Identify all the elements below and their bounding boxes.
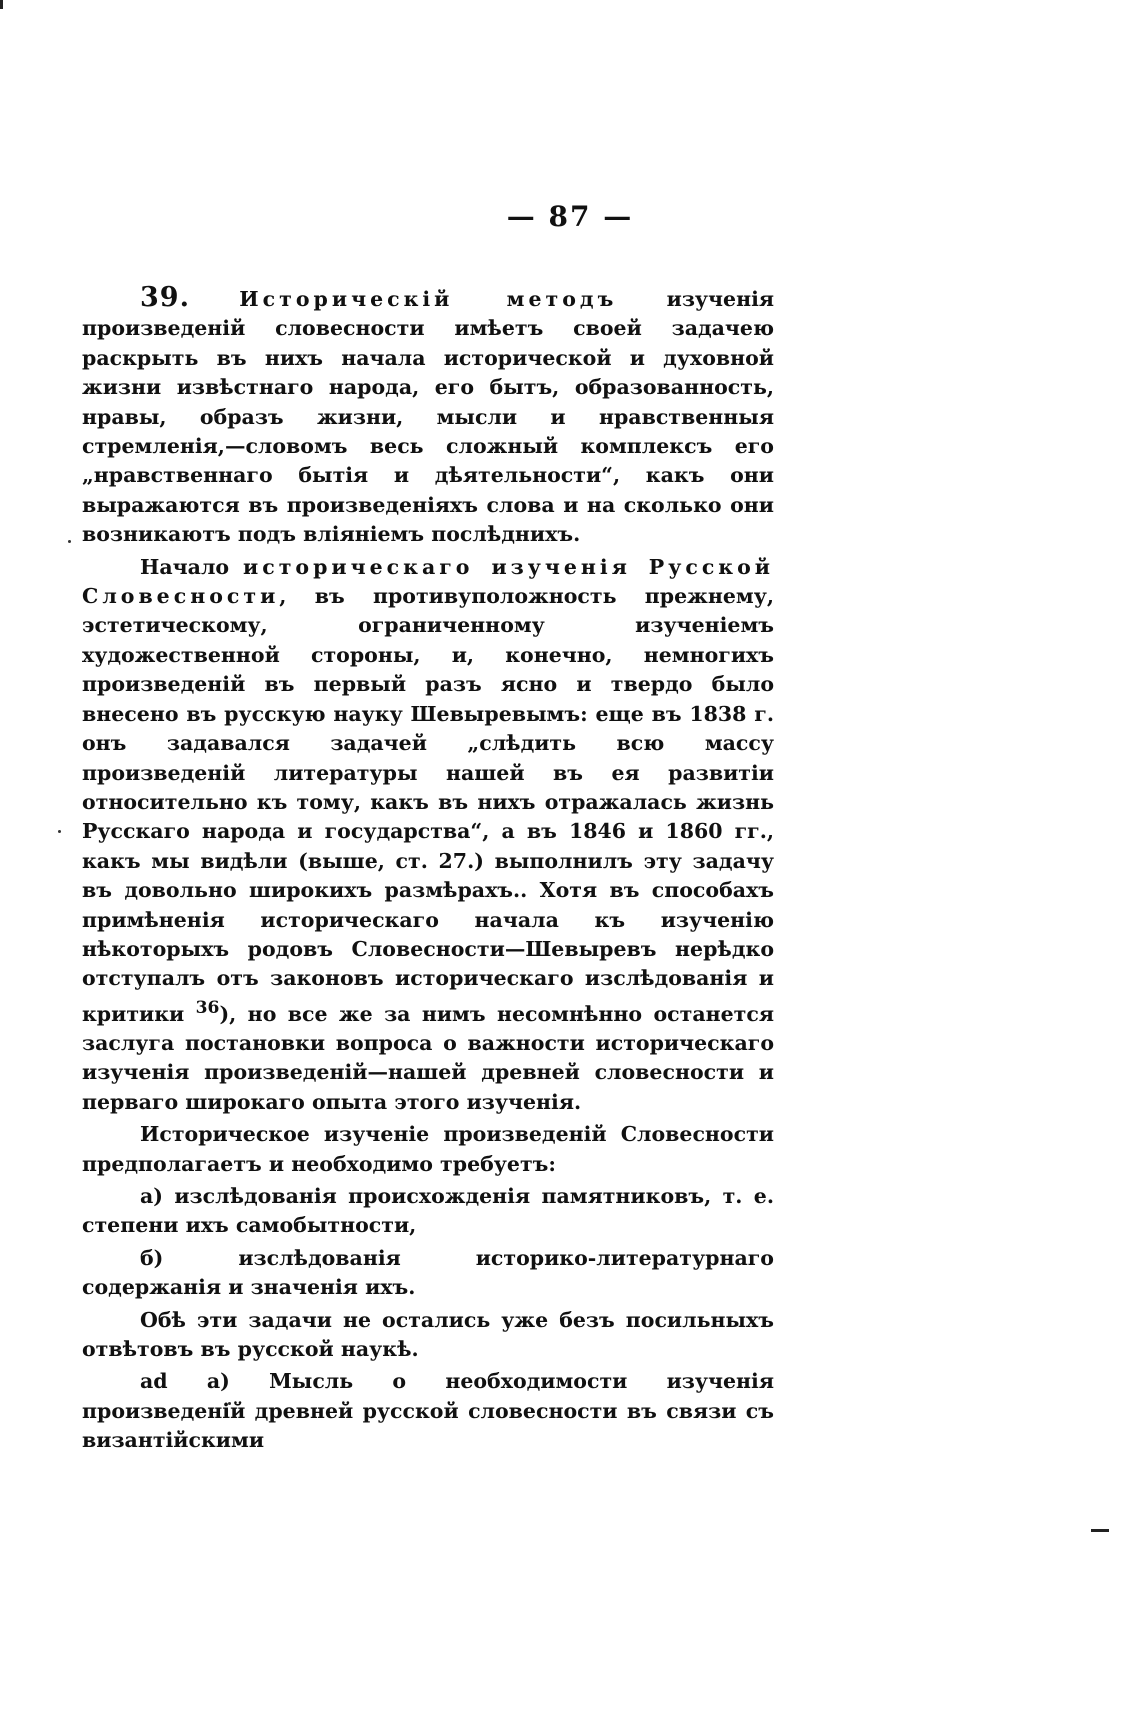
section-term: Историческій методъ: [239, 287, 618, 311]
scan-mark: [0, 0, 3, 9]
paragraph-requirements: Историческое изученіе произведеній Словесности предполагаетъ и необходимо требуетъ:: [82, 1122, 774, 1176]
scan-mark: [1091, 1529, 1109, 1532]
emphasized-text: историческаго изученія Русской Словесности: [82, 554, 774, 609]
scan-speck: [68, 540, 71, 543]
paragraph-text: , въ противуположность прежнему, эстетическому, ограниченному изученіемъ художественной стороны, и, конечно, немногихъ произведеній въ первый разъ ясно и твердо было внесено въ русскую науку Шевыревымъ: еще въ 1838 г. онъ задавался задачей „слѣдить всю массу произведеній литературы нашей въ ея развитіи относительно къ тому, какъ въ нихъ отражалась жизнь Русскаго народа и государства“, а въ 1846 и 1860 гг., какъ мы видѣли (выше, ст. 27.) выполнилъ эту задачу въ довольно широкихъ размѣрахъ.. Хотя въ способахъ примѣненія историческаго начала къ изученію нѣкоторыхъ родовъ Словесности—Шевыревъ нерѣдко отступалъ отъ законовъ историческаго изслѣдованія и критики: [82, 584, 774, 1026]
scan-speck: [58, 830, 61, 833]
list-item-a: а) изслѣдованія происхожденія памятниковъ, т. е. степени ихъ самобытности,: [82, 1184, 774, 1238]
paragraph-text: ), но все же за нимъ несомнѣнно останется заслуга постановки вопроса о важности историческаго изученія произведеній—нашей древней словесности и перваго широкаго опыта этого изученія.: [82, 1001, 774, 1114]
list-item-b: б) изслѣдованія историко-литературнаго содержанія и значенія ихъ.: [82, 1245, 774, 1300]
paragraph-history: [82, 553, 774, 1118]
page-body: [82, 283, 774, 1459]
paragraph-section-39: [82, 283, 774, 550]
section-number: 39.: [140, 282, 190, 313]
paragraph-answers: Обѣ эти задачи не остались уже безъ посильныхъ отвѣтовъ въ русской наукѣ.: [82, 1307, 774, 1362]
footnote-ref: 36: [195, 997, 220, 1018]
paragraph-text: изученія произведеній словесности имѣетъ своей задачею раскрыть въ нихъ начала исторической и духовной жизни извѣстнаго народа, его бытъ, образованность, нравы, образъ жизни, мысли и нравственныя стремленія,—словомъ весь сложный комплексъ его „нравственнаго бытія и дѣятельности“, какъ они выражаются въ произведеніяхъ слова и на сколько они возникаютъ подъ вліяніемъ послѣднихъ.: [82, 287, 775, 547]
paragraph-text: Начало: [140, 554, 244, 579]
paragraph-ad-a: ad а) Мысль о необходимости изученія произведеній древней русской словесности въ связи съ византійскими: [82, 1369, 774, 1453]
page-number: — 87 —: [506, 200, 634, 233]
